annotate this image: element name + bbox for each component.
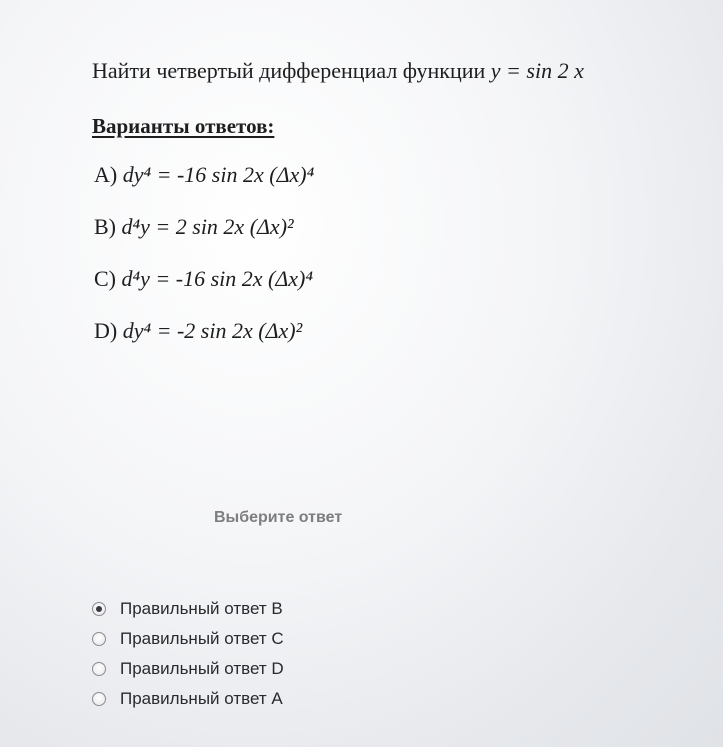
variant-formula: d⁴y = -16 sin 2x (Δx)⁴ [121, 266, 314, 291]
answer-option-c[interactable] [92, 624, 284, 654]
radio-button[interactable] [92, 662, 106, 676]
answer-option-b[interactable] [92, 594, 284, 624]
variant-letter: C) [94, 266, 116, 291]
answer-option-label[interactable]: Правильный ответ B [120, 599, 283, 618]
answer-option-label[interactable]: Правильный ответ A [120, 689, 283, 708]
answer-option-d[interactable] [92, 654, 284, 684]
answer-options [92, 594, 284, 714]
variant-letter: B) [94, 214, 116, 239]
answer-option-a[interactable] [92, 684, 284, 714]
variant-formula: dy⁴ = -16 sin 2x (Δx)⁴ [122, 162, 315, 187]
question-text [92, 58, 712, 84]
variant-letter: D) [94, 318, 118, 343]
answer-option-label[interactable]: Правильный ответ C [120, 629, 284, 648]
radio-button[interactable] [92, 632, 106, 646]
variant-formula: dy⁴ = -2 sin 2x (Δx)² [122, 318, 303, 343]
radio-button[interactable] [92, 692, 106, 706]
variants-list [94, 160, 314, 368]
variant-d [94, 316, 314, 351]
variant-b [94, 212, 314, 247]
answers-heading: Варианты ответов: [92, 114, 275, 138]
radio-button[interactable] [92, 602, 106, 616]
variant-c [94, 264, 314, 299]
question-function: y = sin 2 x [490, 58, 584, 83]
question-prefix: Найти четвертый дифференциал функции [92, 58, 486, 83]
variant-a [94, 160, 314, 195]
variant-letter: A) [94, 162, 118, 187]
choose-answer-label: Выберите ответ [214, 509, 343, 526]
answer-option-label[interactable]: Правильный ответ D [120, 659, 284, 678]
variant-formula: d⁴y = 2 sin 2x (Δx)² [121, 214, 294, 239]
